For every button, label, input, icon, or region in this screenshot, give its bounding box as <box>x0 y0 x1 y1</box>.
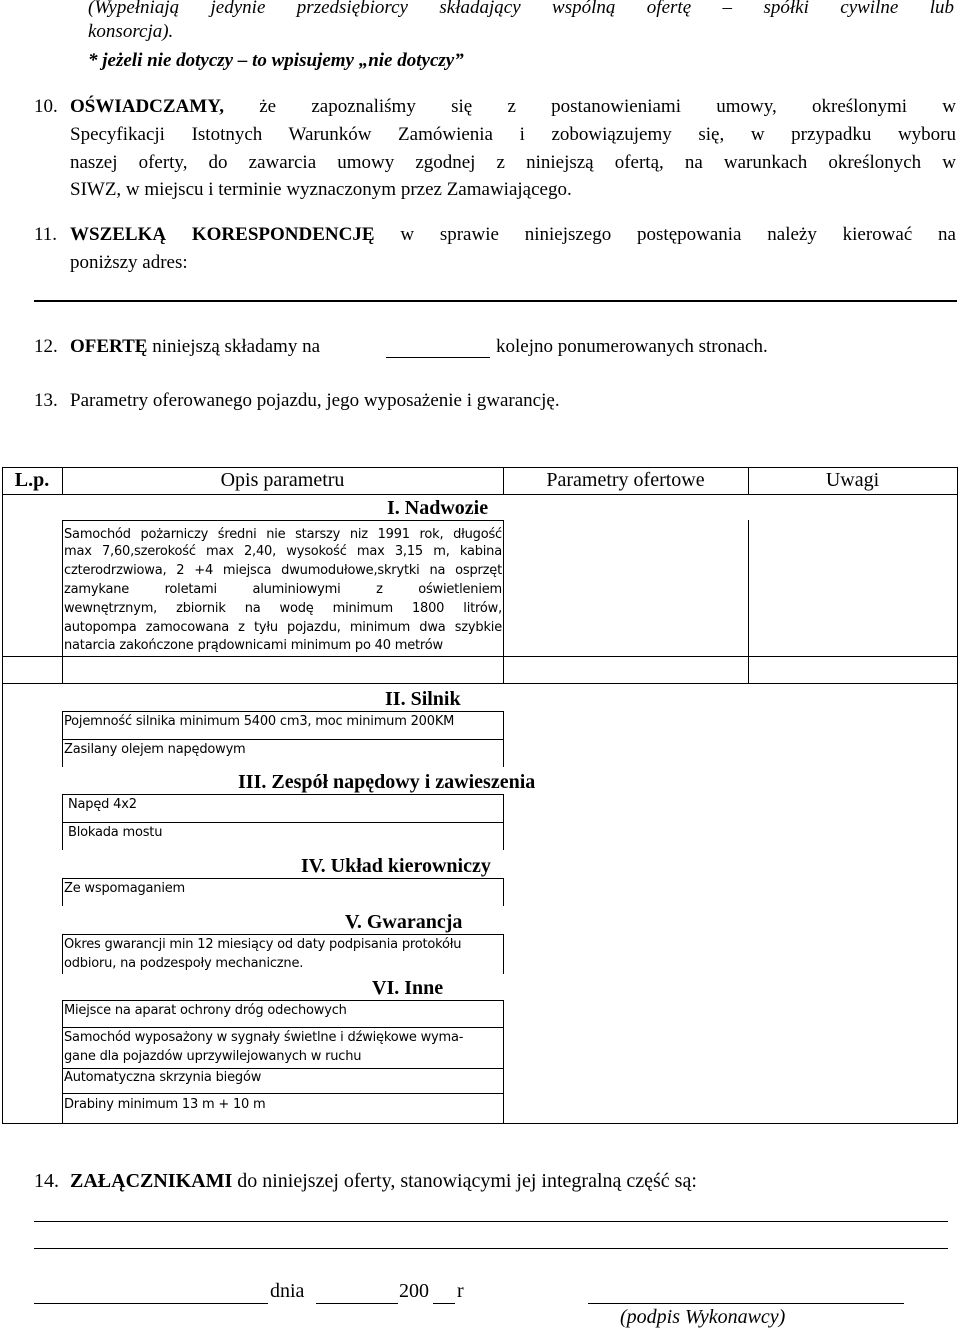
p10-line-3: naszej oferty, do zawarcia umowy zgodnej z niniejszą ofertą, na warunkach określonych w <box>70 152 956 173</box>
day-blank-line <box>316 1303 398 1304</box>
spacer-sep-2 <box>503 656 504 684</box>
signature-label: (podpis Wykonawcy) <box>620 1306 786 1328</box>
nadwozie-cell-left <box>62 520 63 656</box>
header-parametry: Parametry ofertowe <box>546 469 705 491</box>
header-lp: L.p. <box>14 469 50 491</box>
nadwozie-line-6: autopompa zamocowana z tyłu pojazdu, minimum dwa szybkie <box>64 620 502 635</box>
header-uwagi: Uwagi <box>825 469 880 491</box>
p11-bold: WSZELKĄ KORESPONDENCJĘ <box>70 224 375 245</box>
inne-line-5: Drabiny minimum 13 m + 10 m <box>64 1097 266 1112</box>
footer-year: 200 <box>399 1280 429 1302</box>
table-bottom-border <box>2 1123 958 1124</box>
spacer-sep-3 <box>748 656 749 684</box>
header-opis: Opis parametru <box>220 469 345 491</box>
inne-line-4: Automatyczna skrzynia biegów <box>64 1070 262 1085</box>
inne-sep-2 <box>62 1068 504 1069</box>
inne-cell-right <box>503 1000 504 1124</box>
footer-dnia: dnia <box>270 1280 305 1302</box>
table-top-border <box>2 467 958 468</box>
p10-bold: OŚWIADCZAMY, <box>70 96 224 117</box>
attachments-line-2 <box>34 1248 948 1249</box>
place-blank-line <box>34 1303 268 1304</box>
section-nadwozie: I. Nadwozie <box>387 497 489 519</box>
silnik-line-2: Zasilany olejem napędowym <box>64 742 246 757</box>
table-left-border <box>2 467 3 1124</box>
nadwozie-cell-top <box>62 520 504 521</box>
nadwozie-uwagi-left <box>748 520 749 656</box>
silnik-cell-top <box>62 711 504 712</box>
inne-cell-top <box>62 1000 504 1001</box>
year-blank-line <box>433 1303 455 1304</box>
naped-line-2: Blokada mostu <box>68 825 163 840</box>
nadwozie-line-5: wewnętrznym, zbiornik na wodę minimum 1800 litrów, <box>64 601 502 616</box>
table-header-bottom <box>2 494 958 495</box>
section-silnik: II. Silnik <box>385 688 461 710</box>
spacer-sep-1 <box>62 656 63 684</box>
kier-cell-top <box>62 878 504 879</box>
gw-cell-top <box>62 934 504 935</box>
signature-line <box>588 1303 904 1304</box>
p12-number: 12. <box>34 336 58 357</box>
inne-line-1: Miejsce na aparat ochrony dróg odechowych <box>64 1003 347 1018</box>
nadwozie-bottom <box>2 656 958 657</box>
nadwozie-line-1: Samochód pożarniczy średni nie starszy niz 1991 rok, długość <box>64 527 502 542</box>
naped-line-1: Napęd 4x2 <box>68 797 137 812</box>
naped-row-sep <box>62 822 504 823</box>
p14-line <box>70 1170 697 1193</box>
p12-text-b: kolejno ponumerowanych stronach. <box>496 336 768 357</box>
intro-line-2: konsorcja). <box>88 21 174 42</box>
p11-line-1 <box>70 224 956 246</box>
inne-line-3: gane dla pojazdów uprzywilejowanych w ruchu <box>64 1049 362 1064</box>
silnik-row-sep <box>62 739 504 740</box>
footer-r: r <box>457 1280 464 1302</box>
p12-bold: OFERTĘ <box>70 336 148 357</box>
nadwozie-cell-right <box>503 520 504 656</box>
intro-line-3: * jeżeli nie dotyczy – to wpisujemy „nie dotyczy” <box>88 50 464 71</box>
table-right-border <box>957 467 958 1124</box>
intro-line-1: (Wypełniają jedynie przedsiębiorcy składający wspólną ofertę – spółki cywilne lub <box>88 0 954 18</box>
p13-number: 13. <box>34 390 58 411</box>
kier-line-1: Ze wspomaganiem <box>64 881 186 896</box>
nadwozie-line-2: max 7,60,szerokość max 2,40, wysokość max 3,15 m, kabina <box>64 544 502 559</box>
p11-number: 11. <box>34 224 58 245</box>
gw-line-2: odbioru, na podzespoły mechaniczne. <box>64 956 304 971</box>
p12-text-a: niniejszą składamy na <box>152 336 320 357</box>
address-blank-line <box>34 300 957 302</box>
kier-cell-right <box>503 878 504 906</box>
p11-l1: w sprawie niniejszego postępowania należy kierować na <box>400 224 956 245</box>
silnik-line-1: Pojemność silnika minimum 5400 cm3, moc minimum 200KM <box>64 714 455 729</box>
inne-line-2: Samochód wyposażony w sygnały świetlne i dźwiękowe wyma- <box>64 1030 464 1045</box>
inne-cell-left <box>62 1000 63 1124</box>
nadwozie-line-4: zamykane roletami aluminiowymi z oświetleniem <box>64 582 502 597</box>
p14-number: 14. <box>34 1170 59 1192</box>
attachments-line-1 <box>34 1221 948 1222</box>
nadwozie-line-7: natarcia zakończone prądownicami minimum po 40 metrów <box>64 638 443 653</box>
p12-line <box>70 336 320 358</box>
p10-line-4: SIWZ, w miejscu i terminie wyznaczonym przez Zamawiającego. <box>70 179 572 200</box>
pages-blank-line <box>386 357 490 358</box>
p14-text: do niniejszej oferty, stanowiącymi jej integralną część są: <box>237 1170 697 1192</box>
section-kierowniczy: IV. Układ kierowniczy <box>301 855 491 877</box>
p10-l1: że zapoznaliśmy się z postanowieniami umowy, określonymi w <box>259 96 956 117</box>
nadwozie-line-3: czterodrzwiowa, 2 +4 miejsca dwumodułowe,skrytki na osprzęt <box>64 563 502 578</box>
section-gwarancja: V. Gwarancja <box>345 911 463 933</box>
section-inne: VI. Inne <box>372 977 444 999</box>
naped-cell-top <box>62 794 504 795</box>
gw-cell-right <box>503 934 504 974</box>
gw-line-1: Okres gwarancji min 12 miesiący od daty podpisania protokółu <box>64 937 462 952</box>
gw-cell-left <box>62 934 63 974</box>
p10-line-2: Specyfikacji Istotnych Warunków Zamówienia i zobowiązujemy się, w przypadku wyboru <box>70 124 956 145</box>
inne-sep-3 <box>62 1093 504 1094</box>
p10-number: 10. <box>34 96 58 117</box>
p11-line-2: poniższy adres: <box>70 252 188 273</box>
p14-bold: ZAŁĄCZNIKAMI <box>70 1170 233 1192</box>
p10-line-1 <box>70 96 956 118</box>
inne-sep-1 <box>62 1027 504 1028</box>
kier-cell-left <box>62 878 63 906</box>
section-naped: III. Zespół napędowy i zawieszenia <box>238 771 536 793</box>
p13-text: Parametry oferowanego pojazdu, jego wyposażenie i gwarancję. <box>70 390 560 411</box>
nadwozie-spacer-bottom <box>2 683 958 684</box>
